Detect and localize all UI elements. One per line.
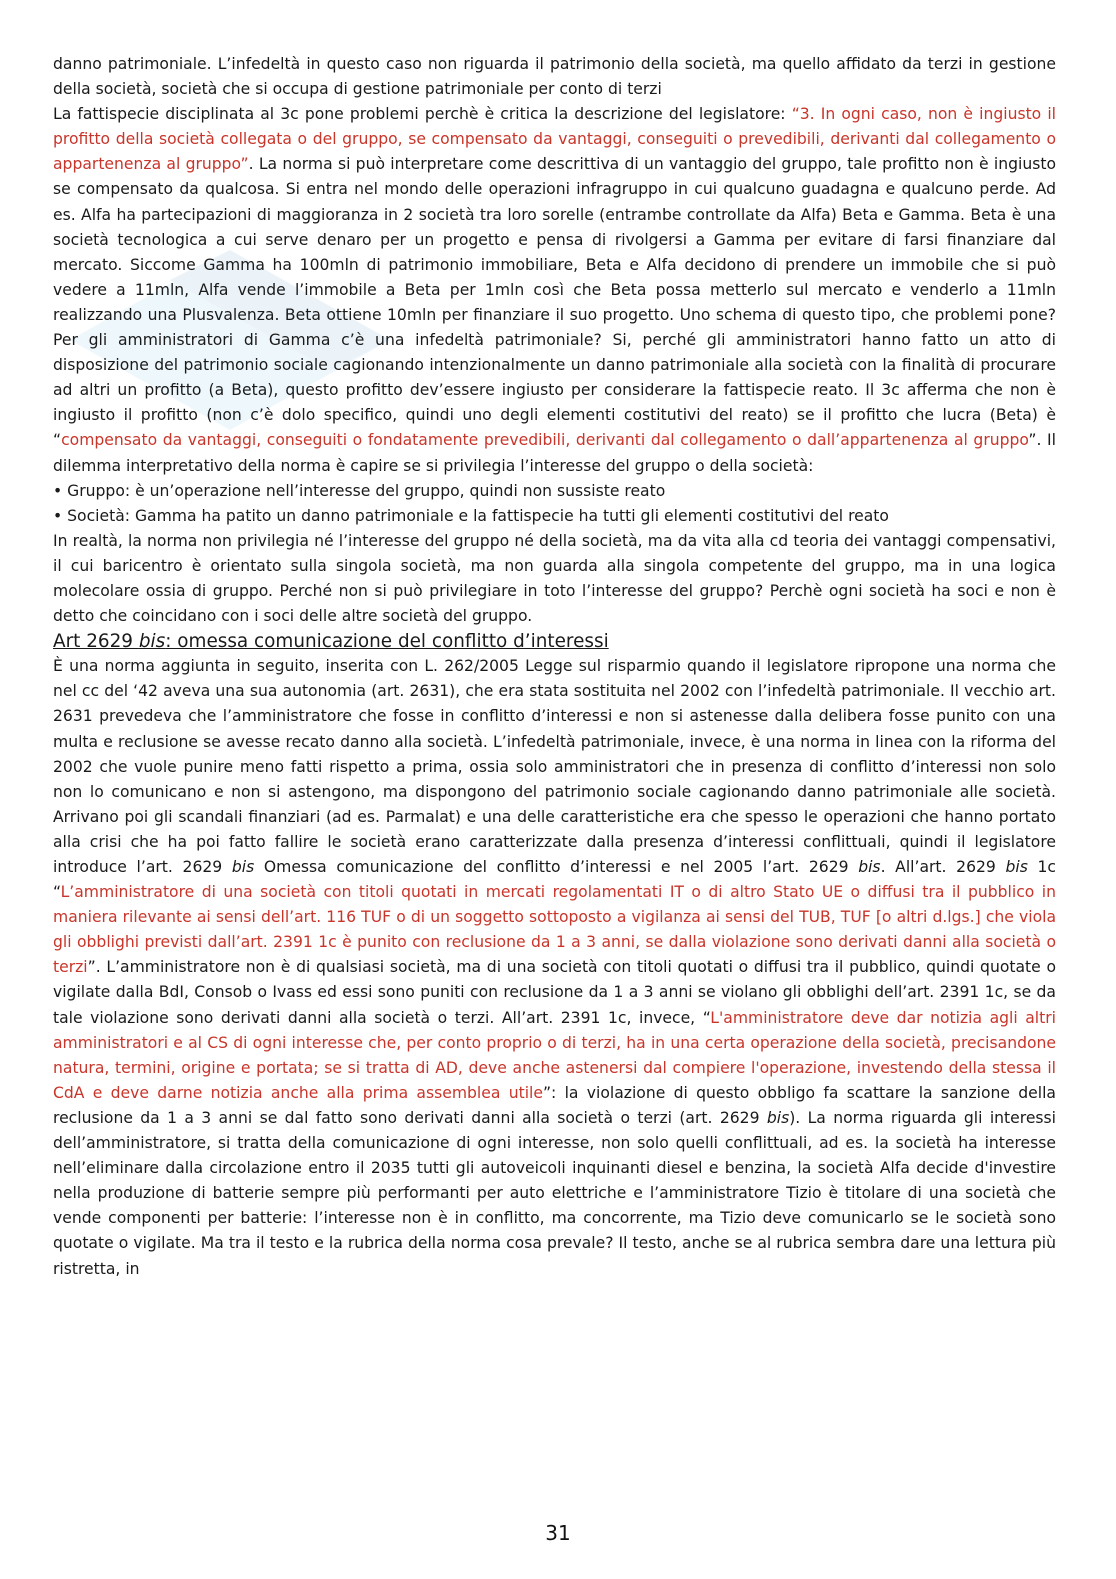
heading-text: : omessa comunicazione del conflitto d’interessi: [165, 631, 609, 653]
text-run: È una norma aggiunta in seguito, inserita con L. 262/2005 Legge sul risparmio quando il legislatore ripropone una norma che nel cc del ‘42 aveva una sua autonomia (art. 2631), che era stata sostituita nel 2002 con l’infedeltà patrimoniale. Il vecchio art. 2631 prevedeva che l’amministratore che fosse in conflitto d’interessi e non si astenesse dalla delibera fosse punito con una multa e reclusione se avesse recato danno alla società. L’infedeltà patrimoniale, invece, è una norma in linea con la riforma del 2002 che vuole punire meno fatti rispetto a prima, ossia solo amministratori che in presenza di conflitto d’interessi non solo non lo comunicano e non si astengono, ma dispongono del patrimonio sociale cagionando danno patrimoniale alle società. Arrivano poi gli scandali finanziari (ad es. Parmalat) e una delle caratteristiche era che spesso le operazioni che hanno portato alla crisi che ha poi fatto fallire le società erano caratterizzate dalla presenza d’interessi conflittuali, quindi il legislatore introduce l’art. 2629: [53, 657, 1056, 876]
paragraph-intro: danno patrimoniale. L’infedeltà in questo caso non riguarda il patrimonio della società, ma quello affidato da terzi in gestione della società, società che si occupa di gestione patrimoniale per conto di terzi: [53, 55, 1056, 99]
list-item-societa: • Società: Gamma ha patito un danno patrimoniale e la fattispecie ha tutti gli elementi costitutivi del reato: [53, 506, 889, 525]
text-run: ). La norma riguarda gli interessi dell’amministratore, si tratta della comunicazione di ogni interesse, non solo quelli conflittuali, ad es. la società ha interesse nell’eliminare dalla circolazione entro il 2035 tutti gli autoveicoli inquinanti diesel e benzina, la società Alfa decide d'investire nella produzione di batterie sempre più performanti per auto elettriche e l’amministratore Tizio è titolare di una società che vende componenti per batterie: l’interesse non è in conflitto, ma concorrente, ma Tizio deve comunicarlo se le società sono quotate o vigilate. Ma tra il testo e la rubrica della norma cosa prevale? Il testo, anche se al rubrica sembra dare una lettura più ristretta, in: [53, 1108, 1056, 1278]
heading-text: Art 2629: [53, 631, 139, 653]
bis-italic: bis: [231, 858, 255, 876]
text-run: ”. L’amministratore non è di qualsiasi società, ma di una società con titoli quotati o diffusi tra il pubblico, quindi quotate o vigilate dalla BdI, Consob o Ivass ed essi sono puniti con reclusione da 1 a 3 anni se violano gli obblighi dell’art. 2391 1c, se da tale violazione sono derivati danni alla società o terzi. All’art. 2391 1c, invece, “: [53, 958, 1056, 1027]
bis-italic: bis: [858, 858, 881, 876]
quote-vantaggi: compensato da vantaggi, conseguiti o fondatamente prevedibili, derivanti dal collegamento o dall’appartenenza al gruppo: [61, 431, 1029, 450]
list-item-gruppo: • Gruppo: è un’operazione nell’interesse del gruppo, quindi non sussiste reato: [53, 481, 666, 500]
text-run: La fattispecie disciplinata al 3c pone problemi perchè è critica la descrizione del legislatore:: [53, 105, 792, 124]
paragraph-vantaggi-compensativi: In realtà, la norma non privilegia né l’interesse del gruppo né della società, ma da vita alla cd teoria dei vantaggi compensativi, il cui baricentro è orientato sulla singola società, ma non guarda alla singola competente del gruppo, ma in una logica molecolare ossia di gruppo. Perché non si può privilegiare in toto l’interesse del gruppo? Perchè ogni società ha soci e non è detto che coincidano con i soci delle altre società del gruppo.: [53, 531, 1056, 626]
bis-italic: bis: [1005, 858, 1028, 876]
page-number: 31: [545, 1521, 571, 1545]
text-run: Omessa comunicazione del conflitto d’interessi e nel 2005 l’art. 2629: [254, 858, 859, 876]
section-heading: [53, 629, 1056, 654]
quote-art-2391: L'amministratore deve dar notizia agli altri amministratori e al CS di ogni interesse che, per conto proprio o di terzi, ha in una certa operazione della società, precisandone natura, termini, origine e portata; se si tratta di AD, deve anche astenersi dal compiere l'operazione, investendo della stessa il CdA e deve darne notizia anche alla prima assemblea utile: [53, 1008, 1056, 1102]
text-run: . All’art. 2629: [880, 858, 1006, 876]
quote-comma-3: “3. In ogni caso, non è ingiusto il profitto della società collegata o del gruppo, se compensato da vantaggi, conseguiti o prevedibili, derivanti dal collegamento o appartenenza al gruppo”: [53, 105, 1057, 174]
bis-italic: bis: [766, 1108, 790, 1127]
text-run: . La norma si può interpretare come descrittiva di un vantaggio del gruppo, tale profitto non è ingiusto se compensato da qualcosa. Si entra nel mondo delle operazioni infragruppo in cui qualcuno guadagna e qualcuno perde. Ad es. Alfa ha partecipazioni di maggioranza in 2 società tra loro sorelle (entrambe controllate da Alfa) Beta e Gamma. Beta è una società tecnologica a cui serve denaro per un progetto e pensa di rivolgersi a Gamma per evitare di farsi finanziare dal mercato. Siccome Gamma ha 100mln di patrimonio immobiliare, Beta e Alfa decidono di prendere un immobile che si può vedere a 11mln, Alfa vende l’immobile a Beta per 1mln così che Beta possa metterlo sul mercato e venderlo a 11mln realizzando una Plusvalenza. Beta ottiene 10mln per finanziare il suo progetto. Uno schema di questo tipo, che problemi pone? Per gli amministratori di Gamma c’è una infedeltà patrimoniale? Si, perché gli amministratori hanno fatto un atto di disposizione del patrimonio sociale cagionando intenzionalmente un danno patrimoniale alla società con la finalità di procurare ad altri un profitto (a Beta), questo profitto dev’essere ingiusto per considerare la fattispecie reato. Il 3c afferma che non è ingiusto il profitto (non c’è dolo specifico, quindi uno degli elementi costitutivi del reato) se il profitto che lucra (Beta) è “: [53, 155, 1056, 450]
text-run: ”. Il dilemma interpretativo della norma è capire se si privilegia l’interesse del gruppo o della società:: [53, 431, 1056, 475]
paragraph-fattispecie: [53, 102, 1056, 478]
text-run: ”: la violazione di questo obbligo fa scattare la sanzione della reclusione da 1 a 3 anni se dal fatto sono derivati danni alla società o terzi (art. 2629: [53, 1083, 1056, 1127]
heading-bis: bis: [138, 631, 166, 653]
document-body: [53, 52, 1056, 1282]
quote-art-2629-bis: L’amministratore di una società con titoli quotati in mercati regolamentati IT o di altro Stato UE o diffusi tra il pubblico in maniera rilevante ai sensi dell’art. 116 TUF o di un soggetto sottoposto a vigilanza ai sensi del TUB, TUF [o altri d.lgs.] che viola gli obblighi previsti dall’art. 2391 1c è punito con reclusione da 1 a 3 anni, se dalla violazione sono derivati danni alla società o terzi: [53, 883, 1056, 977]
text-run: 1c “: [53, 858, 1057, 902]
paragraph-art-2629-bis: [53, 654, 1056, 1281]
